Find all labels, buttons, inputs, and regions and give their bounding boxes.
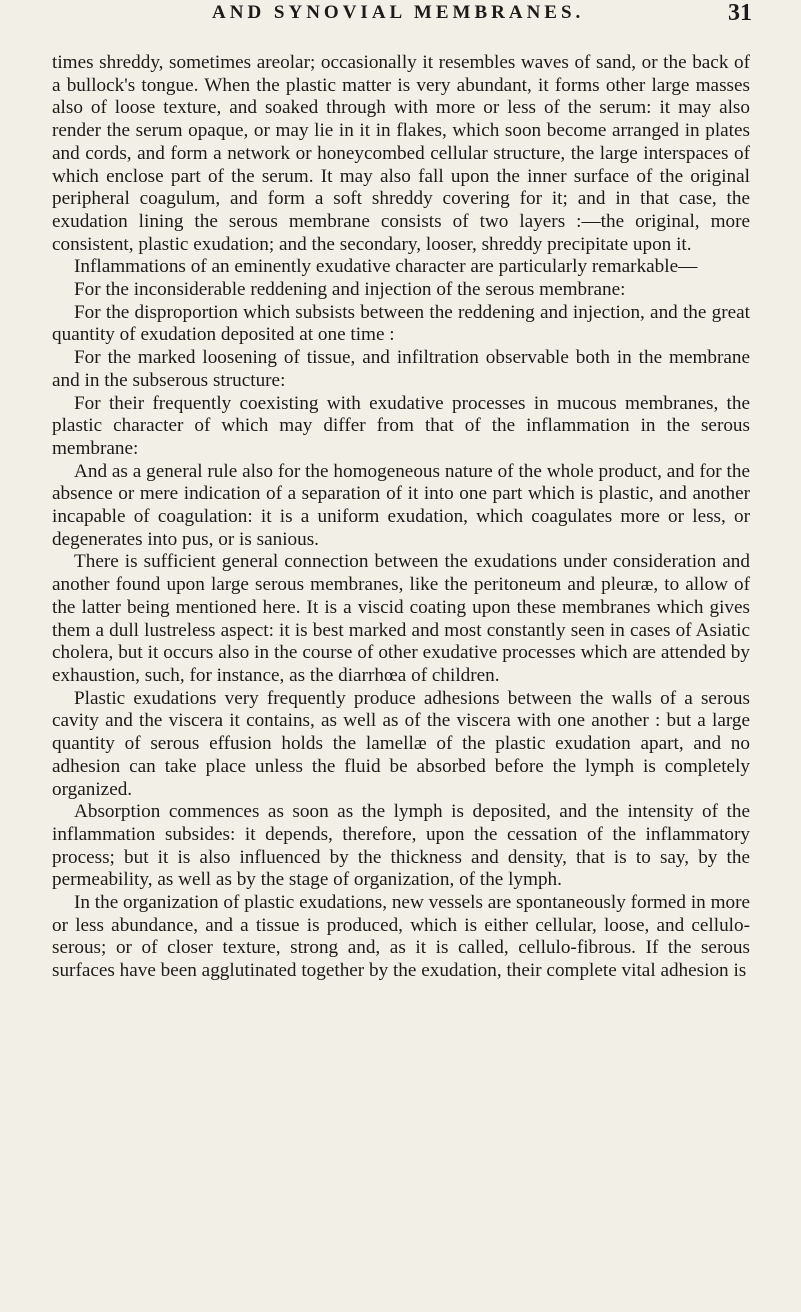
paragraph: Absorption commences as soon as the lymph is deposited, and the intensity of the inflammation subsides: it depends, therefore, upon the cessation of the inflammatory process; but it is also influenced by the thickness and density, that is to say, by the permeability, as well as by the stage of organization, of the lymph. (52, 801, 750, 891)
running-head (52, 2, 752, 28)
paragraph: For the disproportion which subsists between the reddening and injection, and the great quantity of exudation deposited at one time : (52, 301, 750, 346)
body-text (52, 52, 750, 983)
paragraph: Plastic exudations very frequently produce adhesions between the walls of a serous cavity and the viscera it contains, as well as of the viscera with one another : but a large quantity of serous effusion holds the lamellæ of the plastic exudation apart, and no adhesion can take place unless the fluid be absorbed before the lymph is completely organized. (52, 687, 750, 800)
paragraph: There is sufficient general connection between the exudations under consideration and another found upon large serous membranes, like the peritoneum and pleuræ, to allow of the latter being mentioned here. It is a viscid coating upon these membranes which gives them a dull lustreless aspect: it is best marked and most constantly seen in cases of Asiatic cholera, but it occurs also in the course of other exudative processes which are attended by exhaustion, such, for instance, as the diarrhœa of children. (52, 551, 750, 686)
paragraph: For the marked loosening of tissue, and infiltration observable both in the membrane and in the subserous structure: (52, 347, 750, 391)
paragraph: And as a general rule also for the homogeneous nature of the whole product, and for the absence or mere indication of a separation of it into one part which is plastic, and another incapable of coagulation: it is a uniform exudation, which coagulates more or less, or degenerates into pus, or is sanious. (52, 460, 750, 550)
paragraph: In the organization of plastic exudations, new vessels are spontaneously formed in more or less abundance, and a tissue is produced, which is either cellular, loose, and cellulo-serous; or of closer texture, strong and, as it is called, cellulo-fibrous. If the serous surfaces have been agglutinated together by the exudation, their complete vital adhesion is (52, 892, 750, 982)
paragraph: Inflammations of an eminently exudative character are particularly remarkable— (74, 256, 698, 278)
paragraph: times shreddy, sometimes areolar; occasionally it resembles waves of sand, or the back of a bullock's tongue. When the plastic matter is very abundant, it forms other large masses also of loose texture, and soaked through with more or less of the serum: it may also render the serum opaque, or may lie in it in flakes, which soon become arranged in plates and cords, and form a network or honeycombed cellular structure, the large interspaces of which enclose part of the serum. It may also fall upon the inner surface of the original peripheral coagulum, and form a soft shreddy covering for it; and in that case, the exudation lining the serous membrane consists of two layers :—the original, more consistent, plastic exudation; and the secondary, looser, shreddy precipitate upon it. (52, 52, 750, 255)
paragraph: For their frequently coexisting with exudative processes in mucous membranes, the plastic character of which may differ from that of the inflammation in the serous membrane: (52, 392, 750, 459)
paragraph: For the inconsiderable reddening and injection of the serous membrane: (74, 279, 626, 301)
page-number: 31 (728, 0, 752, 26)
running-title: AND SYNOVIAL MEMBRANES. (212, 2, 585, 23)
